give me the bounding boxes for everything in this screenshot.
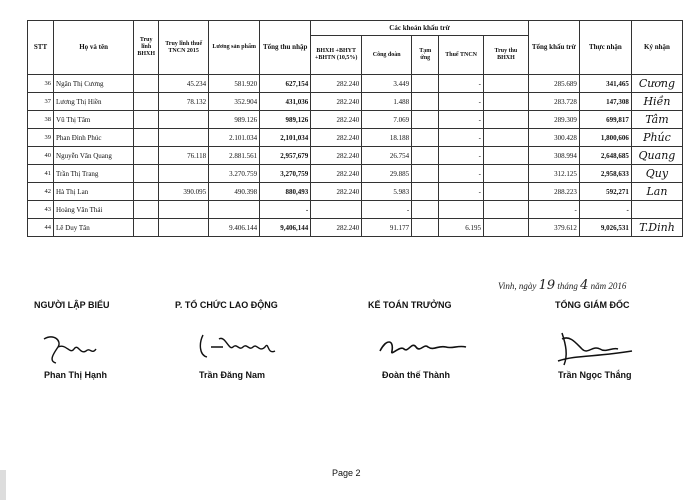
cell-back-pay-tax [159,165,209,183]
table-row [28,75,683,93]
cell-stt: 43 [28,201,54,219]
cell-income-tax: - [439,129,484,147]
cell-signature [631,201,682,219]
cell-product-wage: 490.398 [209,183,260,201]
cell-name: Hoàng Văn Thái [54,201,134,219]
cell-product-wage: 581.920 [209,75,260,93]
cell-product-wage: 352.904 [209,93,260,111]
header-name: Họ và tên [54,21,134,75]
cell-product-wage: 989.126 [209,111,260,129]
cell-product-wage [209,201,260,219]
cell-union-fee: 3.449 [362,75,412,93]
cell-total-deduction: 312.125 [528,165,579,183]
cell-signature: Quang [631,147,682,165]
cell-total-income: - [260,201,311,219]
date-month: 4 [580,278,589,293]
cell-product-wage: 9.406.144 [209,219,260,237]
table-row [28,183,683,201]
cell-advance [412,75,439,93]
general-director-name: Trần Ngọc Thắng [558,370,632,380]
header-recover-bhxh: Truy thu BHXH [484,36,529,75]
cell-stt: 41 [28,165,54,183]
place-label: Vinh, ngày [498,281,537,291]
cell-net-pay: 592,271 [579,183,631,201]
header-stt: STT [28,21,54,75]
cell-product-wage: 2.101.034 [209,129,260,147]
chief-accountant-title: KẾ TOÁN TRƯỞNG [368,300,452,310]
cell-union-fee: - [362,201,412,219]
cell-stt: 36 [28,75,54,93]
table-row [28,219,683,237]
cell-back-pay-bhxh [134,183,159,201]
cell-income-tax [439,201,484,219]
cell-signature: Tâm [631,111,682,129]
cell-signature: Phúc [631,129,682,147]
cell-insurance: 282.240 [311,129,362,147]
cell-net-pay: 699,817 [579,111,631,129]
cell-advance [412,129,439,147]
cell-stt: 37 [28,93,54,111]
labor-dept-name: Trần Đăng Nam [199,370,266,380]
payroll-rows [28,75,683,237]
date-day: 19 [538,278,556,293]
cell-name: Vũ Thị Tâm [54,111,134,129]
header-total-income: Tổng thu nhập [260,21,311,75]
header-total-deduction: Tổng khấu trừ [528,21,579,75]
cell-net-pay: 1,800,606 [579,129,631,147]
chief-accountant-name: Đoàn thế Thành [382,370,450,380]
header-net-pay: Thực nhận [579,21,631,75]
cell-total-deduction: - [528,201,579,219]
cell-advance [412,147,439,165]
cell-back-pay-bhxh [134,111,159,129]
cell-insurance: 282.240 [311,111,362,129]
cell-insurance: 282.240 [311,219,362,237]
cell-advance [412,93,439,111]
header-signature: Ký nhận [631,21,682,75]
cell-back-pay-tax [159,219,209,237]
cell-back-pay-tax: 45.234 [159,75,209,93]
table-row [28,93,683,111]
cell-income-tax: - [439,147,484,165]
cell-total-deduction: 379.612 [528,219,579,237]
cell-advance [412,165,439,183]
cell-total-income: 989,126 [260,111,311,129]
cell-insurance: 282.240 [311,165,362,183]
cell-recover-bhxh [484,93,529,111]
cell-union-fee: 1.488 [362,93,412,111]
cell-stt: 38 [28,111,54,129]
preparer-name: Phan Thị Hạnh [44,370,107,380]
general-director-signature [556,325,636,370]
cell-union-fee: 5.983 [362,183,412,201]
cell-income-tax: - [439,93,484,111]
cell-total-deduction: 288.223 [528,183,579,201]
cell-net-pay: - [579,201,631,219]
preparer-title: NGƯỜI LẬP BIỂU [34,300,110,310]
cell-union-fee: 18.188 [362,129,412,147]
cell-recover-bhxh [484,219,529,237]
cell-insurance [311,201,362,219]
header-product-wage: Lương sản phẩm [209,21,260,75]
header-back-pay-bhxh: Truy lĩnh BHXH [134,21,159,75]
cell-recover-bhxh [484,201,529,219]
cell-back-pay-bhxh [134,219,159,237]
year-label: năm 2016 [590,281,627,291]
cell-signature: Quy [631,165,682,183]
cell-union-fee: 91.177 [362,219,412,237]
header-deductions-group: Các khoản khấu trừ [311,21,529,36]
cell-total-deduction: 300.428 [528,129,579,147]
preparer-signature [40,325,100,370]
table-row [28,201,683,219]
cell-advance [412,111,439,129]
cell-back-pay-tax: 76.118 [159,147,209,165]
cell-income-tax: - [439,75,484,93]
header-insurance: BHXH +BHYT +BHTN (10,5%) [311,36,362,75]
cell-recover-bhxh [484,129,529,147]
header-advance: Tạm ứng [412,36,439,75]
table-row [28,129,683,147]
cell-net-pay: 2,958,633 [579,165,631,183]
cell-back-pay-bhxh [134,201,159,219]
cell-stt: 42 [28,183,54,201]
cell-income-tax: 6.195 [439,219,484,237]
cell-insurance: 282.240 [311,93,362,111]
general-director-title: TỔNG GIÁM ĐỐC [555,300,630,310]
cell-net-pay: 2,648,685 [579,147,631,165]
cell-signature: T.Dinh [631,219,682,237]
cell-back-pay-bhxh [134,93,159,111]
cell-advance [412,201,439,219]
cell-back-pay-bhxh [134,129,159,147]
cell-back-pay-tax: 78.132 [159,93,209,111]
cell-stt: 39 [28,129,54,147]
cell-product-wage: 3.270.759 [209,165,260,183]
cell-income-tax: - [439,111,484,129]
cell-name: Ngân Thị Cương [54,75,134,93]
cell-income-tax: - [439,165,484,183]
cell-income-tax: - [439,183,484,201]
cell-total-income: 880,493 [260,183,311,201]
cell-total-income: 2,957,679 [260,147,311,165]
cell-recover-bhxh [484,147,529,165]
cell-recover-bhxh [484,111,529,129]
cell-back-pay-tax [159,201,209,219]
table-row [28,147,683,165]
cell-name: Trần Thị Trang [54,165,134,183]
table-row [28,111,683,129]
cell-total-income: 9,406,144 [260,219,311,237]
page-number: Page 2 [332,468,361,478]
place-date-line [498,278,626,293]
cell-net-pay: 147,308 [579,93,631,111]
cell-name: Hà Thị Lan [54,183,134,201]
cell-name: Lương Thị Hiền [54,93,134,111]
header-income-tax: Thuế TNCN [439,36,484,75]
cell-name: Phan Đình Phúc [54,129,134,147]
header-union-fee: Công đoàn [362,36,412,75]
cell-total-income: 431,036 [260,93,311,111]
cell-union-fee: 29.885 [362,165,412,183]
cell-back-pay-tax: 390.095 [159,183,209,201]
cell-stt: 44 [28,219,54,237]
cell-name: Lê Duy Tân [54,219,134,237]
cell-signature: Hiền [631,93,682,111]
cell-insurance: 282.240 [311,147,362,165]
cell-back-pay-bhxh [134,75,159,93]
cell-total-income: 3,270,759 [260,165,311,183]
cell-back-pay-bhxh [134,147,159,165]
cell-signature: Lan [631,183,682,201]
scan-edge [0,470,6,500]
cell-recover-bhxh [484,183,529,201]
cell-total-deduction: 285.689 [528,75,579,93]
cell-total-deduction: 283.728 [528,93,579,111]
cell-union-fee: 26.754 [362,147,412,165]
labor-dept-signature [195,325,285,365]
cell-total-deduction: 308.994 [528,147,579,165]
payroll-table [27,20,683,237]
cell-union-fee: 7.069 [362,111,412,129]
cell-recover-bhxh [484,75,529,93]
cell-total-income: 627,154 [260,75,311,93]
header-back-pay-tax: Truy lĩnh thuế TNCN 2015 [159,21,209,75]
month-label: tháng [557,281,578,291]
cell-signature: Cương [631,75,682,93]
cell-back-pay-bhxh [134,165,159,183]
cell-insurance: 282.240 [311,75,362,93]
cell-name: Nguyễn Văn Quang [54,147,134,165]
cell-product-wage: 2.881.561 [209,147,260,165]
cell-total-income: 2,101,034 [260,129,311,147]
table-row [28,165,683,183]
cell-back-pay-tax [159,111,209,129]
cell-advance [412,183,439,201]
cell-insurance: 282.240 [311,183,362,201]
cell-total-deduction: 289.309 [528,111,579,129]
cell-back-pay-tax [159,129,209,147]
cell-recover-bhxh [484,165,529,183]
cell-net-pay: 341,465 [579,75,631,93]
cell-advance [412,219,439,237]
cell-stt: 40 [28,147,54,165]
chief-accountant-signature [376,325,471,365]
cell-net-pay: 9,026,531 [579,219,631,237]
labor-dept-title: P. TỔ CHỨC LAO ĐỘNG [175,300,278,310]
